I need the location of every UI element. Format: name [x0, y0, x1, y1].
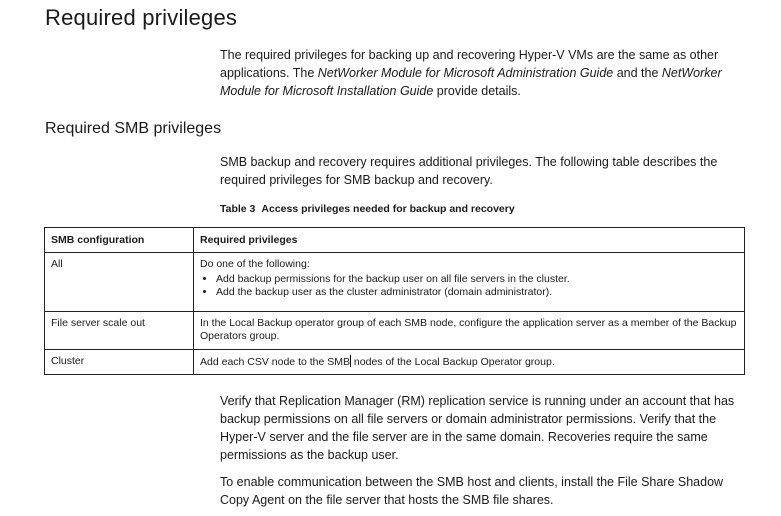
table-row — [45, 312, 745, 350]
install-guide-title: NetWorker Module for Microsoft Installation Guide — [220, 66, 722, 98]
table-caption-text: Access privileges needed for backup and recovery — [261, 203, 515, 215]
row-config-cell: Cluster — [45, 350, 194, 375]
admin-guide-title: NetWorker Module for Microsoft Administration Guide — [317, 66, 614, 80]
intro-text-3: provide details. — [433, 84, 521, 98]
table-row — [45, 253, 745, 312]
list-item: • Add backup permissions for the backup user on all file servers in the cluster. — [216, 273, 738, 286]
row-privileges-cell[interactable] — [194, 350, 745, 375]
privileges-table — [44, 227, 745, 375]
table-row — [45, 350, 745, 375]
table-caption — [220, 203, 515, 215]
smb-intro-paragraph: SMB backup and recovery requires additional privileges. The following table describes the required privileges for SMB backup and recovery. — [220, 155, 718, 187]
intro-text-2: and the — [613, 66, 662, 80]
intro-text-1: The required privileges for backing up and recovering Hyper-V VMs are the same as other applications. The — [220, 48, 719, 80]
privileges-bullet-list — [200, 273, 738, 299]
intro-paragraph — [220, 46, 750, 100]
table-header-row — [45, 228, 745, 253]
row-privileges-cell — [194, 253, 745, 312]
row-config-cell: File server scale out — [45, 312, 194, 350]
list-item: • Add the backup user as the cluster administrator (domain administrator). — [216, 286, 738, 299]
header-required-privileges: Required privileges — [194, 228, 745, 253]
agent-paragraph: To enable communication between the SMB host and clients, install the File Share Shadow Copy Agent on the file server that hosts the SMB file shares. — [220, 475, 724, 507]
table-caption-number: Table 3 — [220, 203, 256, 215]
row-privileges-cell: In the Local Backup operator group of each SMB node, configure the application server as a member of the Backup Operators group. — [194, 312, 745, 350]
row-config-cell: All — [45, 253, 194, 312]
page-title: Required privileges — [45, 5, 238, 30]
privileges-text-after-cursor: nodes of the Local Backup Operator group. — [351, 356, 555, 368]
privileges-text-before-cursor: Add each CSV node to the SMB — [200, 356, 351, 368]
header-smb-configuration: SMB configuration — [45, 228, 194, 253]
verify-paragraph: Verify that Replication Manager (RM) replication service is running under an account that has backup permissions on all file servers or domain administrator permissions. Verify that the Hyper-V server and the file server are in the same domain. Recoveries require the same permissions as the backup user. — [220, 394, 735, 462]
section-heading-smb: Required SMB privileges — [45, 120, 222, 137]
privileges-lead: Do one of the following: — [200, 258, 310, 270]
